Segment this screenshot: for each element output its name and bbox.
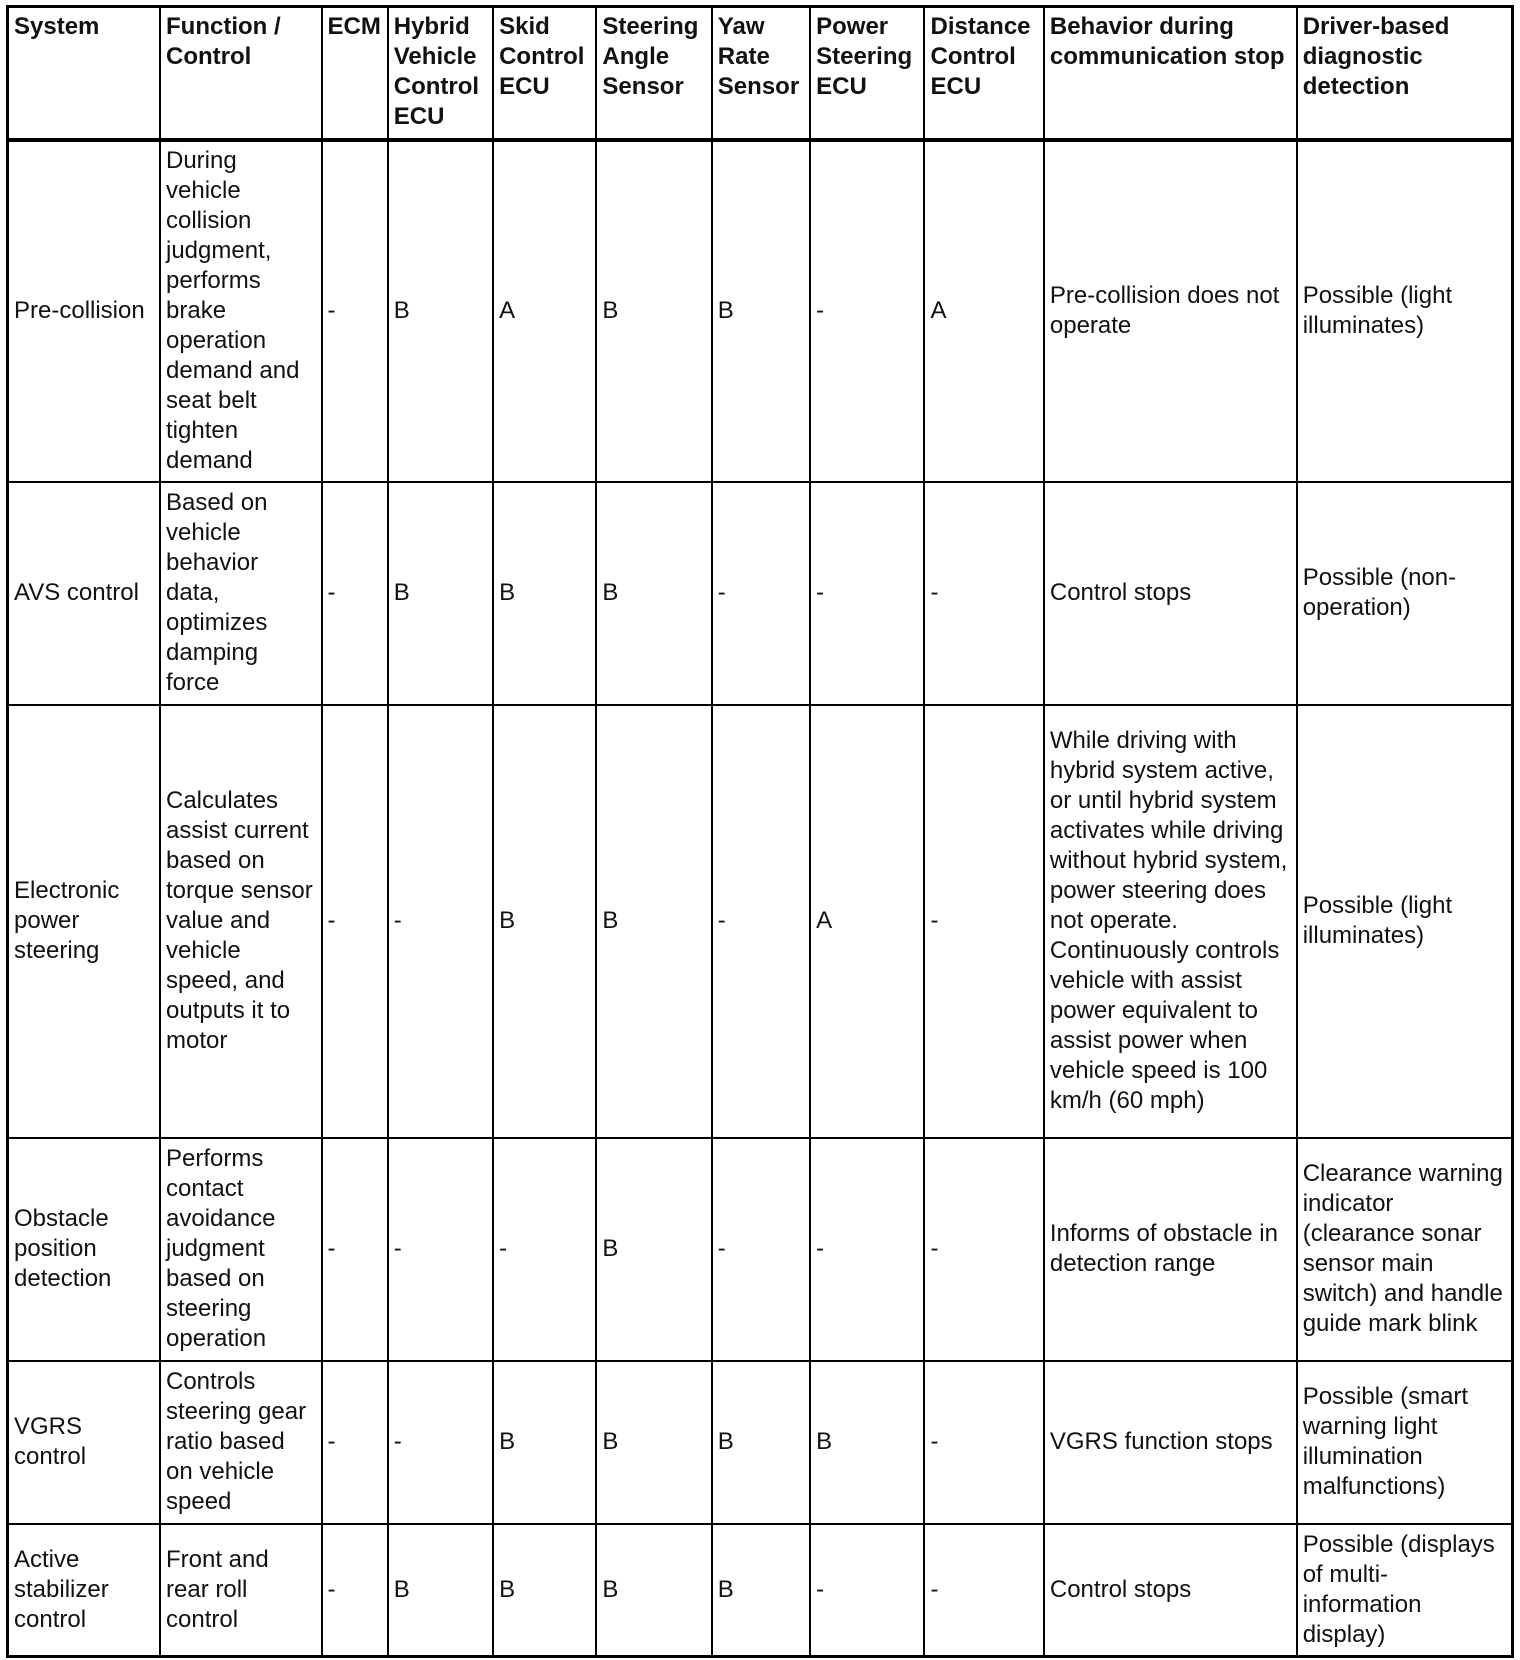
cell-steering-angle-sensor: B xyxy=(596,705,711,1138)
cell-distance-control-ecu: - xyxy=(924,705,1043,1138)
cell-yaw-rate-sensor: - xyxy=(712,705,810,1138)
table-row-electronic-power-steering xyxy=(8,705,1513,1138)
cell-yaw-rate-sensor: B xyxy=(712,1361,810,1524)
cell-power-steering-ecu: B xyxy=(810,1361,924,1524)
cell-system: Pre-collision xyxy=(8,140,161,482)
header-power-steering-ecu: Power Steering ECU xyxy=(810,7,924,140)
cell-steering-angle-sensor: B xyxy=(596,1138,711,1361)
header-driver-based-diagnostic-detection: Driver-based diagnostic detection xyxy=(1297,7,1513,140)
cell-skid-control-ecu: B xyxy=(493,705,596,1138)
table-row-obstacle-position-detection xyxy=(8,1138,1513,1361)
cell-distance-control-ecu: A xyxy=(924,140,1043,482)
cell-system: VGRS control xyxy=(8,1361,161,1524)
cell-skid-control-ecu: B xyxy=(493,482,596,705)
cell-power-steering-ecu: - xyxy=(810,1138,924,1361)
cell-function: Controls steering gear ratio based on vehicle speed xyxy=(160,1361,322,1524)
header-ecm: ECM xyxy=(322,7,388,140)
cell-power-steering-ecu: A xyxy=(810,705,924,1138)
cell-hybrid-vehicle-control-ecu: B xyxy=(388,1524,493,1657)
cell-skid-control-ecu: - xyxy=(493,1138,596,1361)
cell-diagnostic-detection: Possible (smart warning light illumination malfunctions) xyxy=(1297,1361,1513,1524)
cell-hybrid-vehicle-control-ecu: - xyxy=(388,705,493,1138)
cell-yaw-rate-sensor: - xyxy=(712,482,810,705)
cell-function: Calculates assist current based on torque sensor value and vehicle speed, and outputs it to motor xyxy=(160,705,322,1138)
cell-skid-control-ecu: A xyxy=(493,140,596,482)
cell-behavior: While driving with hybrid system active, or until hybrid system activates while driving without hybrid system, power steering does not operate. Continuously controls vehicle with assist power equivalent to assist power when vehicle speed is 100 km/h (60 mph) xyxy=(1044,705,1297,1138)
cell-ecm: - xyxy=(322,140,388,482)
header-yaw-rate-sensor: Yaw Rate Sensor xyxy=(712,7,810,140)
cell-yaw-rate-sensor: B xyxy=(712,140,810,482)
cell-function: Based on vehicle behavior data, optimizes damping force xyxy=(160,482,322,705)
cell-diagnostic-detection: Possible (displays of multi-information display) xyxy=(1297,1524,1513,1657)
cell-system: Active stabilizer control xyxy=(8,1524,161,1657)
cell-behavior: Informs of obstacle in detection range xyxy=(1044,1138,1297,1361)
cell-diagnostic-detection: Possible (light illuminates) xyxy=(1297,140,1513,482)
header-system: System xyxy=(8,7,161,140)
cell-power-steering-ecu: - xyxy=(810,1524,924,1657)
cell-function: Performs contact avoidance judgment based on steering operation xyxy=(160,1138,322,1361)
cell-hybrid-vehicle-control-ecu: B xyxy=(388,140,493,482)
cell-skid-control-ecu: B xyxy=(493,1361,596,1524)
header-row xyxy=(8,7,1513,140)
cell-steering-angle-sensor: B xyxy=(596,482,711,705)
header-hybrid-vehicle-control-ecu: Hybrid Vehicle Control ECU xyxy=(388,7,493,140)
cell-steering-angle-sensor: B xyxy=(596,1361,711,1524)
cell-distance-control-ecu: - xyxy=(924,1524,1043,1657)
cell-steering-angle-sensor: B xyxy=(596,1524,711,1657)
cell-function: Front and rear roll control xyxy=(160,1524,322,1657)
cell-power-steering-ecu: - xyxy=(810,482,924,705)
cell-distance-control-ecu: - xyxy=(924,1138,1043,1361)
table-row-pre-collision xyxy=(8,140,1513,482)
table-container xyxy=(6,5,1514,1658)
header-behavior-during-communication-stop: Behavior during communication stop xyxy=(1044,7,1297,140)
cell-yaw-rate-sensor: B xyxy=(712,1524,810,1657)
cell-ecm: - xyxy=(322,482,388,705)
cell-ecm: - xyxy=(322,1361,388,1524)
header-distance-control-ecu: Distance Control ECU xyxy=(924,7,1043,140)
table-row-active-stabilizer-control xyxy=(8,1524,1513,1657)
cell-diagnostic-detection: Clearance warning indicator (clearance sonar sensor main switch) and handle guide mark blink xyxy=(1297,1138,1513,1361)
cell-behavior: Control stops xyxy=(1044,1524,1297,1657)
cell-ecm: - xyxy=(322,1524,388,1657)
cell-diagnostic-detection: Possible (non-operation) xyxy=(1297,482,1513,705)
cell-diagnostic-detection: Possible (light illuminates) xyxy=(1297,705,1513,1138)
cell-ecm: - xyxy=(322,705,388,1138)
header-steering-angle-sensor: Steering Angle Sensor xyxy=(596,7,711,140)
header-skid-control-ecu: Skid Control ECU xyxy=(493,7,596,140)
cell-system: Obstacle position detection xyxy=(8,1138,161,1361)
cell-steering-angle-sensor: B xyxy=(596,140,711,482)
cell-power-steering-ecu: - xyxy=(810,140,924,482)
cell-function: During vehicle collision judgment, performs brake operation demand and seat belt tighten demand xyxy=(160,140,322,482)
cell-distance-control-ecu: - xyxy=(924,482,1043,705)
cell-distance-control-ecu: - xyxy=(924,1361,1043,1524)
cell-system: Electronic power steering xyxy=(8,705,161,1138)
communication-system-table xyxy=(6,5,1514,1658)
cell-behavior: Control stops xyxy=(1044,482,1297,705)
cell-behavior: VGRS function stops xyxy=(1044,1361,1297,1524)
cell-hybrid-vehicle-control-ecu: B xyxy=(388,482,493,705)
cell-system: AVS control xyxy=(8,482,161,705)
cell-ecm: - xyxy=(322,1138,388,1361)
table-row-vgrs-control xyxy=(8,1361,1513,1524)
cell-yaw-rate-sensor: - xyxy=(712,1138,810,1361)
cell-behavior: Pre-collision does not operate xyxy=(1044,140,1297,482)
table-row-avs-control xyxy=(8,482,1513,705)
cell-hybrid-vehicle-control-ecu: - xyxy=(388,1138,493,1361)
header-function-control: Function / Control xyxy=(160,7,322,140)
cell-skid-control-ecu: B xyxy=(493,1524,596,1657)
cell-hybrid-vehicle-control-ecu: - xyxy=(388,1361,493,1524)
